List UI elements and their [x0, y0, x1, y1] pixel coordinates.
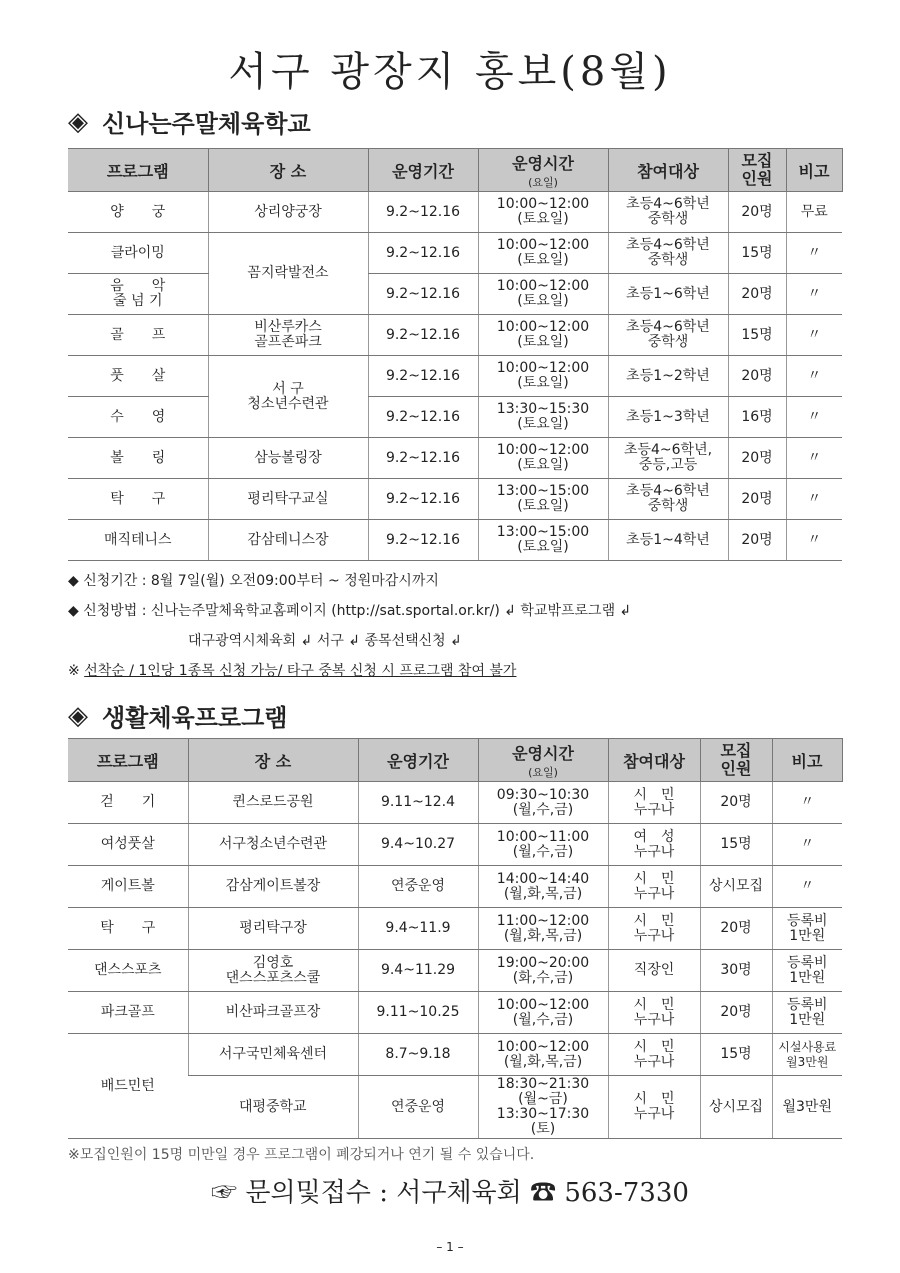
- cell-note: 〃: [786, 438, 842, 479]
- note-restriction-text: 선착순 / 1인당 1종목 신청 가능/ 타구 중복 신청 시 프로그램 참여 불가: [84, 663, 517, 679]
- table-header-row: [68, 149, 842, 192]
- cell-count: 20명: [728, 520, 786, 561]
- table-row: [68, 866, 842, 908]
- cell-program: 걷 기: [68, 782, 188, 824]
- cell-program: 탁 구: [68, 908, 188, 950]
- cell-count: 20명: [700, 992, 772, 1034]
- table-row: [68, 315, 842, 356]
- cell-count: 상시모집: [700, 1076, 772, 1139]
- section2-title: 생활체육프로그램: [102, 704, 288, 732]
- diamond-bullet-icon: ◈: [68, 700, 88, 731]
- cell-count: 16명: [728, 397, 786, 438]
- cell-note: 〃: [786, 315, 842, 356]
- pointing-hand-icon: ☞: [211, 1178, 238, 1208]
- contact-phone: 563-7330: [564, 1178, 689, 1208]
- cell-program: 수 영: [68, 397, 208, 438]
- cell-time: 19:00~20:00 (화,수,금): [478, 950, 608, 992]
- cell-note: 〃: [772, 824, 842, 866]
- header-time: [478, 149, 608, 192]
- cell-place: 서구국민체육센터: [188, 1034, 358, 1076]
- header-place: 장 소: [208, 149, 368, 192]
- cell-program: 댄스스포츠: [68, 950, 188, 992]
- cell-target: 시 민 누구나: [608, 1076, 700, 1139]
- cell-count: 20명: [728, 438, 786, 479]
- cell-count: 20명: [728, 274, 786, 315]
- cell-target: 직장인: [608, 950, 700, 992]
- cell-target: 여 성 누구나: [608, 824, 700, 866]
- cell-program: 매직테니스: [68, 520, 208, 561]
- cell-place: 꼼지락발전소: [208, 233, 368, 315]
- application-notes: [68, 570, 631, 690]
- table-row: [68, 274, 842, 315]
- cell-target: 초등4~6학년, 중등,고등: [608, 438, 728, 479]
- cell-note: 〃: [786, 233, 842, 274]
- table-row: [68, 397, 842, 438]
- reference-mark: ※: [68, 663, 80, 679]
- cell-period: 9.2~12.16: [368, 274, 478, 315]
- cell-target: 초등4~6학년 중학생: [608, 192, 728, 233]
- table-row: [68, 520, 842, 561]
- cell-target: 초등1~3학년: [608, 397, 728, 438]
- header-time-label: 운영시간: [512, 743, 574, 763]
- table-row: [68, 992, 842, 1034]
- cell-note: 〃: [786, 479, 842, 520]
- header-period: 운영기간: [358, 739, 478, 782]
- cell-program: 양 궁: [68, 192, 208, 233]
- cell-period: 9.2~12.16: [368, 356, 478, 397]
- table-row: [68, 438, 842, 479]
- header-time-sub: (요일): [528, 765, 558, 779]
- cell-target: 초등4~6학년 중학생: [608, 233, 728, 274]
- table-row: [68, 1034, 842, 1076]
- cell-program: 골 프: [68, 315, 208, 356]
- cell-period: 9.2~12.16: [368, 479, 478, 520]
- section1-title: 신나는주말체육학교: [102, 110, 311, 138]
- header-program: 프로그램: [68, 739, 188, 782]
- diamond-bullet-icon: ◈: [68, 106, 88, 137]
- cell-program: 탁 구: [68, 479, 208, 520]
- section2-heading: [68, 698, 287, 733]
- cell-time: 10:00~12:00 (토요일): [478, 356, 608, 397]
- cell-target: 시 민 누구나: [608, 992, 700, 1034]
- cell-count: 15명: [700, 824, 772, 866]
- cell-time: 10:00~12:00 (토요일): [478, 192, 608, 233]
- cell-program: 게이트볼: [68, 866, 188, 908]
- cell-period: 9.4~11.29: [358, 950, 478, 992]
- cell-target: 시 민 누구나: [608, 866, 700, 908]
- header-note: 비고: [772, 739, 842, 782]
- header-time: [478, 739, 608, 782]
- header-period: 운영기간: [368, 149, 478, 192]
- cell-program: 클라이밍: [68, 233, 208, 274]
- cell-program: 여성풋살: [68, 824, 188, 866]
- cell-period: 9.11~10.25: [358, 992, 478, 1034]
- cell-note: 〃: [786, 356, 842, 397]
- header-target: 참여대상: [608, 149, 728, 192]
- cell-period: 9.4~11.9: [358, 908, 478, 950]
- cell-note: 시설사용료 월3만원: [772, 1034, 842, 1076]
- header-count: 모집 인원: [728, 149, 786, 192]
- cell-period: 9.2~12.16: [368, 192, 478, 233]
- cell-time: 10:00~12:00 (토요일): [478, 233, 608, 274]
- cell-time: 13:30~15:30 (토요일): [478, 397, 608, 438]
- cell-period: 9.2~12.16: [368, 397, 478, 438]
- cell-place: 상리양궁장: [208, 192, 368, 233]
- note-application-method: ◆ 신청방법 : 신나는주말체육학교홈페이지 (http://sat.sportal.or.kr/) ↲ 학교밖프로그램 ↲: [68, 603, 632, 619]
- cell-place: 감삼게이트볼장: [188, 866, 358, 908]
- cell-period: 9.2~12.16: [368, 438, 478, 479]
- cell-time: 10:00~12:00 (월,화,목,금): [478, 1034, 608, 1076]
- weekend-school-table: [68, 148, 843, 561]
- cell-period: 연중운영: [358, 866, 478, 908]
- table-row: [68, 950, 842, 992]
- cell-note: 〃: [786, 274, 842, 315]
- community-sports-table: [68, 738, 843, 1139]
- cell-count: 20명: [728, 356, 786, 397]
- cell-place: 평리탁구장: [188, 908, 358, 950]
- header-count: 모집 인원: [700, 739, 772, 782]
- note-application-path: 대구광역시체육회 ↲ 서구 ↲ 종목선택신청 ↲: [188, 633, 462, 649]
- cell-period: 9.2~12.16: [368, 520, 478, 561]
- page-title: 서구 광장지 홍보(8월): [228, 49, 672, 95]
- cell-time: 10:00~11:00 (월,수,금): [478, 824, 608, 866]
- table-row: [68, 479, 842, 520]
- section1-heading: [68, 104, 311, 139]
- cell-target: 시 민 누구나: [608, 782, 700, 824]
- cell-note: 월3만원: [772, 1076, 842, 1139]
- cell-count: 15명: [728, 233, 786, 274]
- cell-place: 퀸스로드공원: [188, 782, 358, 824]
- table-row: [68, 782, 842, 824]
- note-application-period: ◆ 신청기간 : 8월 7일(월) 오전09:00부터 ~ 정원마감시까지: [68, 573, 439, 589]
- cell-program: 볼 링: [68, 438, 208, 479]
- cell-time: 18:30~21:30 (월~금) 13:30~17:30 (토): [478, 1076, 608, 1139]
- cell-program: 음 악 줄 넘 기: [68, 274, 208, 315]
- table-header-row: [68, 739, 842, 782]
- table-row: [68, 192, 842, 233]
- header-place: 장 소: [188, 739, 358, 782]
- cell-place: 김영호 댄스스포츠스쿨: [188, 950, 358, 992]
- cell-place: 감삼테니스장: [208, 520, 368, 561]
- telephone-icon: ☎: [530, 1178, 557, 1208]
- contact-line: [0, 1172, 900, 1209]
- cell-time: 09:30~10:30 (월,수,금): [478, 782, 608, 824]
- table-row: [68, 824, 842, 866]
- cell-note: 등록비 1만원: [772, 950, 842, 992]
- header-time-sub: (요일): [528, 175, 558, 189]
- cell-program: 파크골프: [68, 992, 188, 1034]
- cell-count: 20명: [700, 782, 772, 824]
- cell-time: 10:00~12:00 (월,수,금): [478, 992, 608, 1034]
- header-program: 프로그램: [68, 149, 208, 192]
- cell-period: 연중운영: [358, 1076, 478, 1139]
- cell-target: 초등1~2학년: [608, 356, 728, 397]
- cell-note: 〃: [786, 520, 842, 561]
- cell-note: 〃: [772, 866, 842, 908]
- cell-time: 10:00~12:00 (토요일): [478, 315, 608, 356]
- cell-place: 평리탁구교실: [208, 479, 368, 520]
- cell-note: 〃: [772, 782, 842, 824]
- cell-period: 9.2~12.16: [368, 315, 478, 356]
- cell-time: 10:00~12:00 (토요일): [478, 274, 608, 315]
- cell-note: 무료: [786, 192, 842, 233]
- table-row: [68, 908, 842, 950]
- header-target: 참여대상: [608, 739, 700, 782]
- cell-program: 배드민턴: [68, 1034, 188, 1139]
- cell-note: 〃: [786, 397, 842, 438]
- cell-count: 20명: [700, 908, 772, 950]
- cell-place: 대평중학교: [188, 1076, 358, 1139]
- cell-count: 20명: [728, 192, 786, 233]
- cell-period: 9.4~10.27: [358, 824, 478, 866]
- cell-period: 9.11~12.4: [358, 782, 478, 824]
- cell-program: 풋 살: [68, 356, 208, 397]
- cell-count: 15명: [700, 1034, 772, 1076]
- cell-count: 상시모집: [700, 866, 772, 908]
- cell-time: 10:00~12:00 (토요일): [478, 438, 608, 479]
- cell-time: 13:00~15:00 (토요일): [478, 520, 608, 561]
- cell-note: 등록비 1만원: [772, 908, 842, 950]
- cell-target: 초등1~4학년: [608, 520, 728, 561]
- cell-target: 초등4~6학년 중학생: [608, 479, 728, 520]
- cell-place: 서구청소년수련관: [188, 824, 358, 866]
- cell-period: 8.7~9.18: [358, 1034, 478, 1076]
- contact-text: 문의및접수 : 서구체육회: [245, 1178, 522, 1208]
- cell-count: 15명: [728, 315, 786, 356]
- cell-count: 20명: [728, 479, 786, 520]
- cancellation-warning: ※모집인원이 15명 미만일 경우 프로그램이 폐강되거나 연기 될 수 있습니다.: [68, 1147, 535, 1163]
- cell-note: 등록비 1만원: [772, 992, 842, 1034]
- table-row: [68, 233, 842, 274]
- cell-time: 14:00~14:40 (월,화,목,금): [478, 866, 608, 908]
- cell-place: 비산파크골프장: [188, 992, 358, 1034]
- header-time-label: 운영시간: [512, 153, 574, 173]
- cell-target: 시 민 누구나: [608, 908, 700, 950]
- cell-count: 30명: [700, 950, 772, 992]
- page-number: – 1 –: [436, 1240, 464, 1254]
- note-restriction: [68, 660, 631, 680]
- cell-target: 초등4~6학년 중학생: [608, 315, 728, 356]
- table-row: [68, 356, 842, 397]
- cell-place: 삼능볼링장: [208, 438, 368, 479]
- cell-place: 비산루카스 골프존파크: [208, 315, 368, 356]
- cell-period: 9.2~12.16: [368, 233, 478, 274]
- cell-time: 13:00~15:00 (토요일): [478, 479, 608, 520]
- cell-target: 시 민 누구나: [608, 1034, 700, 1076]
- header-note: 비고: [786, 149, 842, 192]
- cell-time: 11:00~12:00 (월,화,목,금): [478, 908, 608, 950]
- cell-place: 서 구 청소년수련관: [208, 356, 368, 438]
- cell-target: 초등1~6학년: [608, 274, 728, 315]
